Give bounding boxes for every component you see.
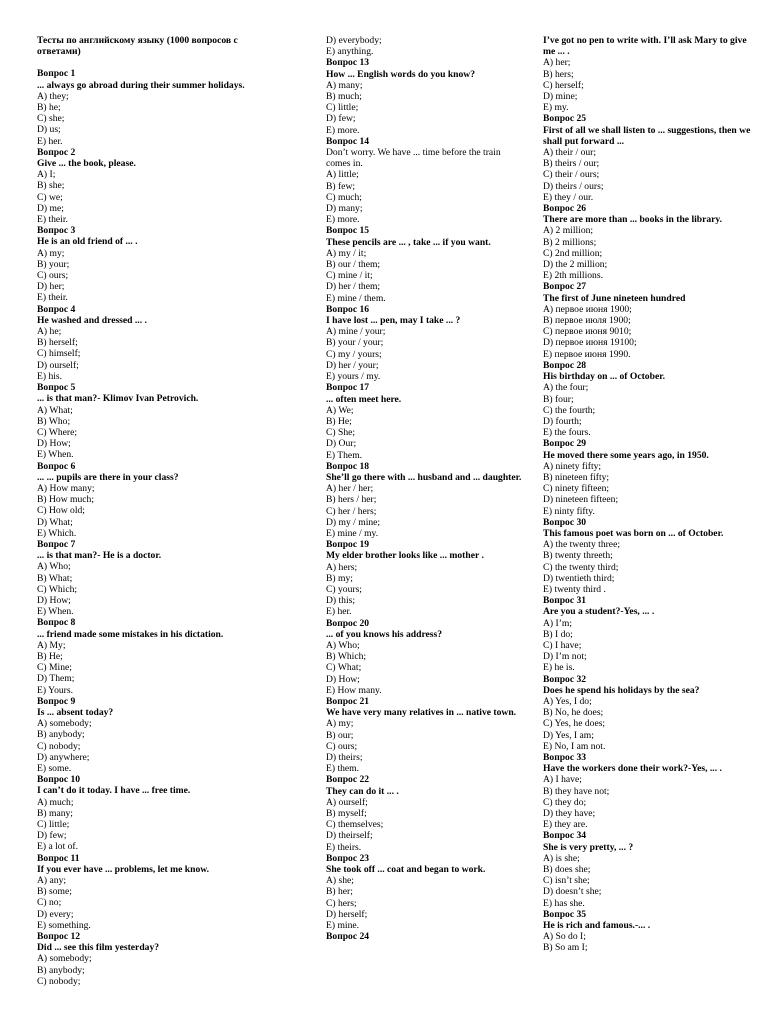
answer-option: B) four; <box>543 393 574 405</box>
answer-option: C) How old; <box>37 505 85 517</box>
answer-option: C) no; <box>37 897 62 909</box>
answer-option: D) anywhere; <box>37 751 90 763</box>
answer-option: B) theirs / our; <box>543 158 600 170</box>
answer-option: B) He; <box>37 650 63 662</box>
answer-option: D) this; <box>326 595 356 607</box>
answer-option: E) some. <box>37 763 72 774</box>
answer-option: A) We; <box>326 404 354 416</box>
answer-option: E) No, I am not. <box>543 740 606 752</box>
answer-option: C) Which; <box>37 583 78 595</box>
question-number: Вопрос 25 <box>543 113 587 125</box>
question-text: ... often meet here. <box>326 393 402 405</box>
answer-option: A) ninety fifty; <box>543 460 602 472</box>
answer-option: A) первое июня 1900; <box>543 303 632 315</box>
answer-option: E) more. <box>326 214 360 226</box>
question-number: Вопрос 3 <box>37 225 76 237</box>
question-number: Вопрос 9 <box>37 695 76 707</box>
answer-option: C) yours; <box>326 583 362 595</box>
answer-option: B) they have not; <box>543 785 610 797</box>
question-block <box>543 752 761 830</box>
answer-option: C) nobody; <box>37 975 81 987</box>
question-block <box>37 68 277 146</box>
answer-option: C) her / hers; <box>326 505 377 517</box>
answer-option: D) Yes, I am; <box>543 729 594 741</box>
question-block <box>37 461 277 539</box>
question-text: She took off ... coat and began to work. <box>326 864 486 876</box>
answer-option: A) they; <box>37 90 69 102</box>
question-number: Вопрос 14 <box>326 135 370 147</box>
question-number: Вопрос 18 <box>326 460 370 472</box>
answer-option: C) they do; <box>543 796 587 808</box>
question-text: Are you a student?-Yes, ... . <box>543 606 655 618</box>
answer-option: D) they have; <box>543 808 596 820</box>
answer-option: D) How; <box>37 594 71 606</box>
answer-option: E) them. <box>326 763 360 775</box>
answer-option: B) our / them; <box>326 259 381 271</box>
question-text: There are more than ... books in the library. <box>543 214 723 226</box>
question-number: Вопрос 23 <box>326 852 370 864</box>
answer-option: D) nineteen fifteen; <box>543 494 619 506</box>
answer-option: A) the four; <box>543 382 589 394</box>
answer-option: A) I; <box>37 169 56 181</box>
answer-option: A) somebody; <box>37 953 92 965</box>
answer-option: E) anything. <box>326 46 374 58</box>
question-text: He is an old friend of ... . <box>37 236 138 248</box>
answer-option: C) 2nd million; <box>543 247 603 259</box>
answer-option: D) mine; <box>543 91 578 103</box>
question-text: I can’t do it today. I have ... free time. <box>37 785 191 797</box>
question-text: His birthday on ... of October. <box>543 371 665 383</box>
answer-option: D) I’m not; <box>543 651 587 663</box>
answer-option: D) Them; <box>37 673 75 685</box>
answer-option: C) ninety fifteen; <box>543 483 610 495</box>
question-block <box>37 931 277 987</box>
answer-option: D) us; <box>37 124 61 136</box>
answer-option: C) the fourth; <box>543 404 596 416</box>
answer-option: A) I’m; <box>543 617 573 629</box>
answer-option: D) doesn’t she; <box>543 886 602 898</box>
column-3 <box>543 35 761 954</box>
question-number: Вопрос 12 <box>37 931 81 943</box>
question-block <box>326 225 526 303</box>
answer-option: C) isn’t she; <box>543 875 590 887</box>
question-block <box>37 853 277 931</box>
answer-option: B) few; <box>326 180 356 192</box>
answer-option: C) Yes, he does; <box>543 718 606 730</box>
question-block <box>543 595 761 673</box>
answer-option: D) everybody; <box>326 35 382 46</box>
answer-option: E) Them. <box>326 449 363 461</box>
answer-option: E) ninty fifty. <box>543 505 595 517</box>
answer-option: C) little; <box>326 102 359 114</box>
answer-option: C) Mine; <box>37 662 72 674</box>
question-block <box>326 136 526 226</box>
column-2 <box>326 35 526 942</box>
question-text: My elder brother looks like ... mother . <box>326 550 484 562</box>
question-block <box>543 281 761 359</box>
answer-option: D) twentieth third; <box>543 572 615 584</box>
answer-option: C) What; <box>326 662 362 674</box>
question-number: Вопрос 15 <box>326 225 370 237</box>
answer-option: A) much; <box>37 796 74 808</box>
answer-option: C) Where; <box>37 426 78 438</box>
answer-option: B) he; <box>37 102 61 114</box>
question-block <box>37 382 277 460</box>
answer-option: C) herself; <box>543 79 584 91</box>
answer-option: A) How many; <box>37 482 95 494</box>
answer-option: A) I have; <box>543 774 582 786</box>
answer-option: B) 2 millions; <box>543 236 597 248</box>
answer-option: E) their. <box>37 292 68 304</box>
question-number: Вопрос 11 <box>37 852 80 864</box>
answer-option: E) their. <box>37 214 68 226</box>
question-block <box>326 696 526 774</box>
answer-option: A) hers; <box>326 561 358 573</box>
answer-option: C) we; <box>37 191 63 203</box>
answer-option: B) herself; <box>37 337 78 349</box>
question-number: Вопрос 35 <box>543 908 587 920</box>
question-text: ... ... pupils are there in your class? <box>37 471 179 483</box>
answer-option: C) nobody; <box>37 740 81 752</box>
answer-option: B) How much; <box>37 494 95 506</box>
question-text: She is very pretty, ... ? <box>543 841 634 853</box>
answer-option: E) yours / my. <box>326 371 381 383</box>
answer-option: E) they are. <box>543 819 588 831</box>
answer-option: D) herself; <box>326 908 368 920</box>
answer-option: A) mine / your; <box>326 326 386 338</box>
question-text: If you ever have ... problems, let me know. <box>37 863 210 875</box>
question-text: How ... English words do you know? <box>326 68 476 80</box>
question-block <box>326 57 526 135</box>
question-text: I’ve got no pen to write with. I’ll ask Mary to give me ... . <box>543 35 747 58</box>
answer-option: D) Our; <box>326 438 357 450</box>
answer-option: C) the twenty third; <box>543 561 619 573</box>
answer-option: D) her; <box>37 281 65 293</box>
answer-option: D) theirs / ours; <box>543 180 604 192</box>
column-1 <box>37 35 277 987</box>
answer-option: B) her; <box>326 886 353 898</box>
answer-option: E) her. <box>326 606 352 618</box>
answer-option: B) my; <box>326 572 353 584</box>
answer-option: C) little; <box>37 819 70 831</box>
answer-option: E) When. <box>37 449 74 461</box>
question-text: Give ... the book, please. <box>37 158 136 170</box>
question-block <box>37 617 277 695</box>
question-block <box>37 774 277 852</box>
answer-option: A) their / our; <box>543 147 597 159</box>
question-block <box>543 517 761 595</box>
question-text: Is ... absent today? <box>37 706 114 718</box>
answer-option: B) What; <box>37 572 73 584</box>
question-block <box>543 35 761 113</box>
question-block <box>326 539 526 617</box>
answer-option: A) ourself; <box>326 796 368 808</box>
question-block <box>37 539 277 617</box>
answer-option: A) somebody; <box>37 718 92 730</box>
answer-option: A) Yes, I do; <box>543 695 592 707</box>
answer-option: E) her. <box>37 135 63 147</box>
answer-option: D) первое июня 19100; <box>543 337 637 349</box>
answer-option: E) mine / my. <box>326 527 379 539</box>
question-number: Вопрос 2 <box>37 146 76 158</box>
answer-option: B) hers; <box>543 68 574 80</box>
question-text: These pencils are ... , take ... if you want. <box>326 236 491 248</box>
answer-option: D) her / your; <box>326 359 379 371</box>
question-text: Did ... see this film yesterday? <box>37 942 160 954</box>
question-number: Вопрос 10 <box>37 774 81 786</box>
question-number: Вопрос 30 <box>543 516 587 528</box>
question-text: They can do it ... . <box>326 785 399 797</box>
answer-option: B) does she; <box>543 864 591 876</box>
question-number: Вопрос 32 <box>543 673 587 685</box>
answer-option: B) So am I; <box>543 942 588 954</box>
question-text: She’ll go there with ... husband and ... daughter. <box>326 471 522 483</box>
answer-option: E) his. <box>37 370 63 382</box>
answer-option: B) your / your; <box>326 337 384 349</box>
answer-option: C) much; <box>326 191 362 203</box>
answer-option: D) How; <box>37 438 71 450</box>
question-number: Вопрос 1 <box>37 68 76 80</box>
answer-option: A) Who; <box>326 639 360 651</box>
answer-option: E) mine / them. <box>326 292 386 304</box>
question-text: Have the workers done their work?-Yes, ... . <box>543 763 722 775</box>
answer-option: A) my; <box>326 718 354 730</box>
answer-option: A) My; <box>37 639 66 651</box>
question-number: Вопрос 6 <box>37 460 76 472</box>
answer-option: A) my; <box>37 247 65 259</box>
answer-option: E) When. <box>37 606 74 618</box>
question-block <box>543 203 761 281</box>
answer-option: C) She; <box>326 427 356 439</box>
answer-option: A) any; <box>37 875 67 887</box>
question-number: Вопрос 27 <box>543 281 587 293</box>
answer-option: C) my / yours; <box>326 348 382 360</box>
answer-option: B) nineteen fifty; <box>543 471 610 483</box>
answer-option: B) our; <box>326 729 354 741</box>
question-number: Вопрос 34 <box>543 830 587 842</box>
answer-option: B) your; <box>37 258 70 270</box>
question-block <box>326 618 526 696</box>
answer-option: D) theirself; <box>326 830 373 842</box>
answer-option: A) she; <box>326 875 354 887</box>
answer-option: D) How; <box>326 673 360 685</box>
question-block <box>37 147 277 225</box>
answer-option: C) themselves; <box>326 819 384 831</box>
answer-option: B) many; <box>37 807 73 819</box>
question-block <box>37 696 277 774</box>
question-number: Вопрос 24 <box>326 931 370 943</box>
answer-option: B) hers / her; <box>326 494 377 506</box>
question-text: First of all we shall listen to ... suggestions, then we shall put forward ... <box>543 124 751 147</box>
question-text: I have lost ... pen, may I take ... ? <box>326 315 461 327</box>
question-number: Вопрос 8 <box>37 617 76 629</box>
question-number: Вопрос 31 <box>543 595 587 607</box>
answer-option: E) первое июня 1990. <box>543 348 631 360</box>
question-text: ... is that man?- He is a doctor. <box>37 550 162 562</box>
answer-option: D) few; <box>326 113 356 125</box>
question-number: Вопрос 16 <box>326 303 370 315</box>
question-number: Вопрос 26 <box>543 203 587 215</box>
answer-option: C) mine / it; <box>326 270 373 282</box>
answer-option: E) they / our. <box>543 191 594 203</box>
question-block <box>326 853 526 931</box>
answer-option: D) What; <box>37 516 73 528</box>
question-number: Вопрос 13 <box>326 57 370 69</box>
answer-option: B) No, he does; <box>543 707 604 719</box>
answer-option: B) twenty threeth; <box>543 550 613 562</box>
answer-option: A) is she; <box>543 852 580 864</box>
question-text: ... is that man?- Klimov Ivan Petrovich. <box>37 393 199 405</box>
answer-option: E) 2th millions. <box>543 270 603 282</box>
question-number: Вопрос 4 <box>37 303 76 315</box>
answer-option: E) my. <box>543 102 569 114</box>
answer-option: B) myself; <box>326 808 367 820</box>
answer-option: D) few; <box>37 830 67 842</box>
question-number: Вопрос 19 <box>326 539 370 551</box>
answer-option: D) fourth; <box>543 415 582 427</box>
answer-option: C) himself; <box>37 348 81 360</box>
answer-option: D) my / mine; <box>326 516 381 528</box>
answer-option: C) первое июня 9010; <box>543 326 632 338</box>
question-number: Вопрос 21 <box>326 695 370 707</box>
answer-option: D) many; <box>326 203 363 215</box>
question-block <box>543 909 761 954</box>
question-block <box>326 461 526 539</box>
question-text: Does he spend his holidays by the sea? <box>543 684 700 696</box>
question-text: He is rich and famous.-... . <box>543 920 651 932</box>
answer-option: B) Which; <box>326 651 367 663</box>
question-block <box>326 931 526 942</box>
answer-option: A) my / it; <box>326 247 367 259</box>
question-text: Don’t worry. We have ... time before the train comes in. <box>326 147 501 170</box>
answer-option: E) more. <box>326 124 360 136</box>
question-number: Вопрос 29 <box>543 438 587 450</box>
answer-option: A) What; <box>37 404 73 416</box>
answer-option: B) He; <box>326 415 352 427</box>
answer-option: A) her; <box>543 57 571 69</box>
answer-option: B) much; <box>326 91 362 103</box>
answer-option: B) I do; <box>543 628 573 640</box>
question-number: Вопрос 33 <box>543 752 587 763</box>
answer-option: E) he is. <box>543 662 575 674</box>
question-block <box>326 35 526 57</box>
question-block <box>37 225 277 303</box>
question-block <box>37 304 277 382</box>
answer-option: C) ours; <box>37 270 69 282</box>
answer-option: E) something. <box>37 919 91 931</box>
answer-option: C) I have; <box>543 639 582 651</box>
answer-option: B) she; <box>37 180 65 192</box>
answer-option: A) many; <box>326 79 363 91</box>
answer-option: B) anybody; <box>37 729 85 741</box>
answer-option: A) little; <box>326 169 359 181</box>
question-number: Вопрос 28 <box>543 359 587 371</box>
question-text: This famous poet was born on ... of October. <box>543 527 724 539</box>
question-number: Вопрос 7 <box>37 538 76 550</box>
answer-option: D) every; <box>37 908 74 920</box>
question-block <box>543 360 761 438</box>
question-block <box>543 113 761 203</box>
question-number: Вопрос 17 <box>326 382 370 394</box>
question-text: The first of June nineteen hundred <box>543 292 686 304</box>
question-number: Вопрос 5 <box>37 382 76 394</box>
answer-option: A) the twenty three; <box>543 539 620 551</box>
question-text: ... always go abroad during their summer holidays. <box>37 79 245 91</box>
question-text: ... of you knows his address? <box>326 628 443 640</box>
answer-option: E) mine. <box>326 920 360 932</box>
answer-option: E) How many. <box>326 684 382 696</box>
answer-option: E) twenty third . <box>543 583 606 595</box>
question-number: Вопрос 22 <box>326 774 370 786</box>
answer-option: C) ours; <box>326 740 358 752</box>
question-text: He washed and dressed ... . <box>37 314 147 326</box>
answer-option: D) her / them; <box>326 281 381 293</box>
answer-option: A) he; <box>37 326 62 338</box>
answer-option: E) has she. <box>543 897 585 909</box>
question-text: We have very many relatives in ... native town. <box>326 707 517 719</box>
answer-option: C) she; <box>37 113 65 125</box>
answer-option: D) me; <box>37 202 64 214</box>
question-block <box>326 774 526 852</box>
answer-option: A) 2 million; <box>543 225 594 237</box>
document-title: Тесты по английскому языку (1000 вопросов с ответами) <box>37 35 238 58</box>
question-text: He moved there some years ago, in 1950. <box>543 449 709 461</box>
answer-option: B) первое июля 1900; <box>543 315 631 327</box>
answer-option: B) some; <box>37 886 72 898</box>
answer-option: E) Yours. <box>37 684 73 696</box>
answer-option: C) their / ours; <box>543 169 600 181</box>
question-block <box>543 438 761 516</box>
question-number: Вопрос 20 <box>326 617 370 629</box>
answer-option: B) Who; <box>37 415 71 427</box>
answer-option: D) theirs; <box>326 752 363 763</box>
answer-option: E) Which. <box>37 527 77 539</box>
answer-option: A) Who; <box>37 561 71 573</box>
question-block <box>326 304 526 382</box>
question-block <box>326 382 526 460</box>
question-block <box>543 674 761 752</box>
answer-option: E) a lot of. <box>37 841 79 853</box>
answer-option: B) anybody; <box>37 964 85 976</box>
answer-option: D) the 2 million; <box>543 259 608 271</box>
question-text: ... friend made some mistakes in his dictation. <box>37 628 224 640</box>
answer-option: C) hers; <box>326 897 357 909</box>
answer-option: E) the fours. <box>543 427 591 439</box>
answer-option: A) her / her; <box>326 483 374 495</box>
question-block <box>543 830 761 908</box>
answer-option: E) theirs. <box>326 841 362 853</box>
answer-option: D) ourself; <box>37 359 79 371</box>
answer-option: A) So do I; <box>543 931 586 943</box>
